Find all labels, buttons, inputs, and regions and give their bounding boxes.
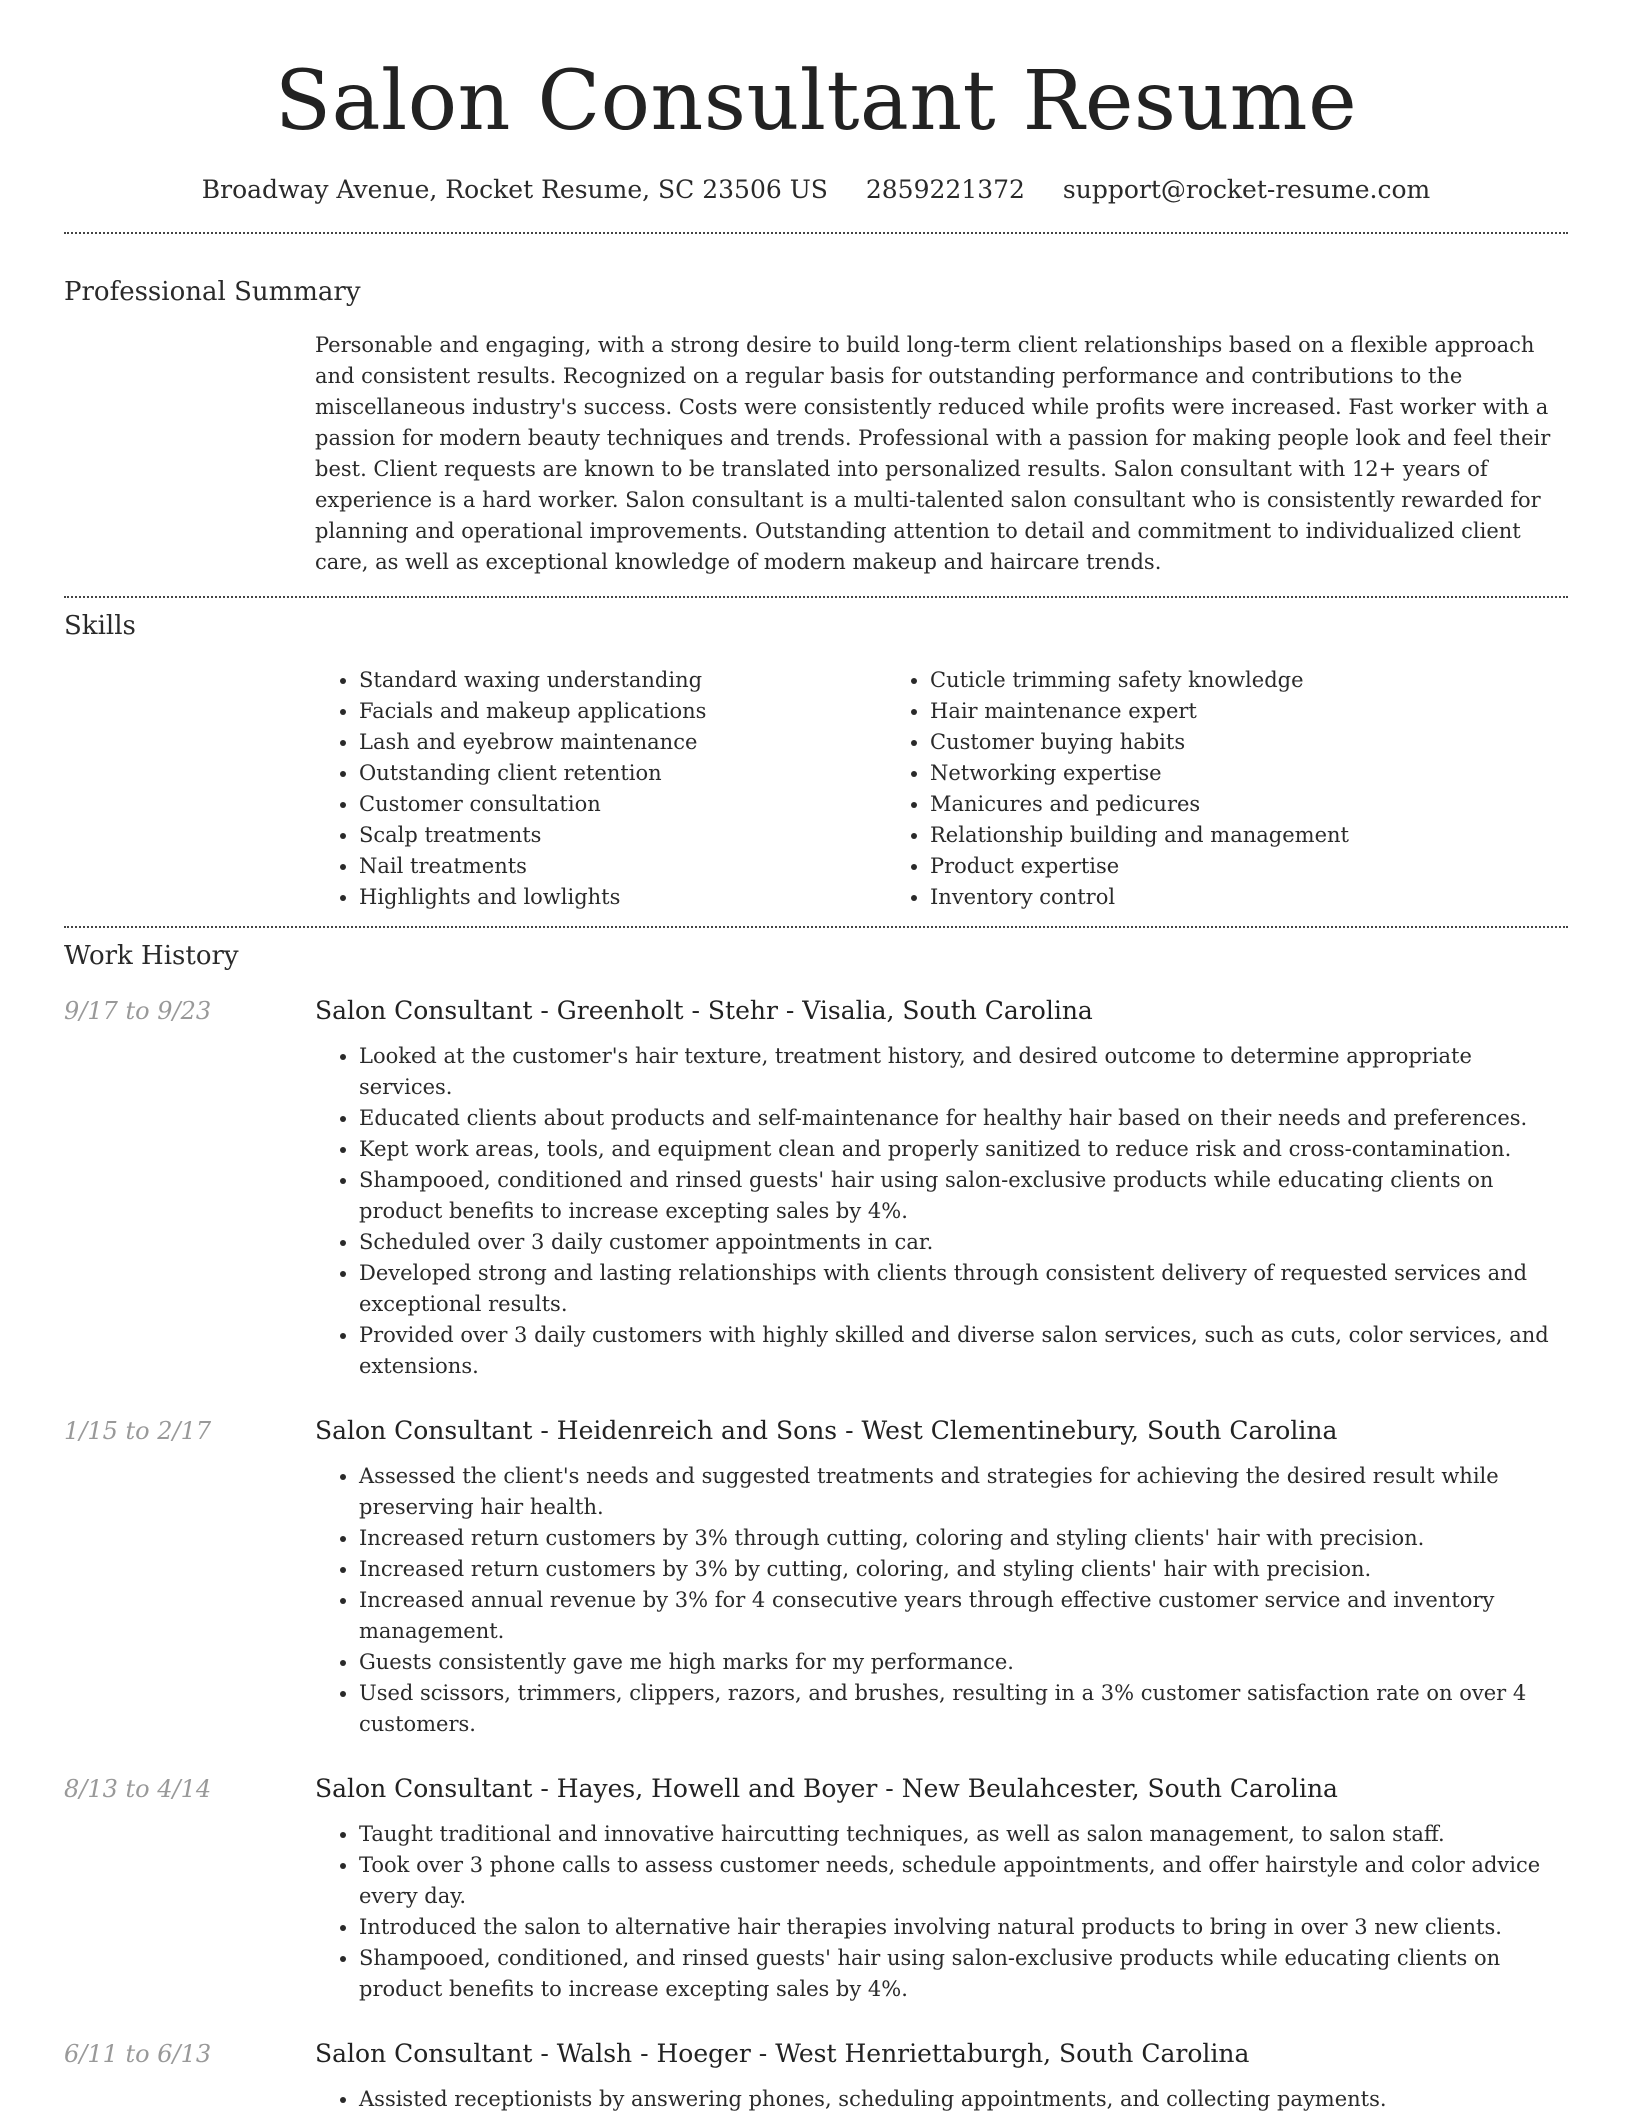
job-entry <box>64 1774 1568 2005</box>
divider <box>64 232 1568 234</box>
list-item: • Lash and eyebrow maintenance <box>359 727 886 758</box>
skills-list <box>315 665 1568 913</box>
work-heading: Work History <box>64 941 239 971</box>
list-item: • Relationship building and management <box>930 820 1566 851</box>
page-title: Salon Consultant Resume <box>274 54 1358 149</box>
list-item: • Scalp treatments <box>359 820 886 851</box>
job-header <box>64 996 1568 1025</box>
resume-page <box>64 0 1568 2115</box>
job-header <box>64 1774 1568 1803</box>
job-dates: 6/11 to 6/13 <box>64 2040 212 2068</box>
summary-text: Personable and engaging, with a strong desire to build long-term client relationships based on a flexible approach and consistent results. Recognized on a regular basis for outstanding performance and contributions to the miscellaneous industry's success. Costs were consistently reduced while profits were increased. Fast worker with a passion for modern beauty techniques and trends. Professional with a passion for making people look and feel their best. Client requests are known to be translated into personalized results. Salon consultant with 12+ years of experience is a hard worker. Salon consultant is a multi-talented salon consultant who is consistently rewarded for planning and operational improvements. Outstanding attention to detail and commitment to individualized client care, as well as exceptional knowledge of modern makeup and haircare trends. <box>315 333 1551 574</box>
list-item: • Shampooed, conditioned, and rinsed guests' hair using salon-exclusive products while educating clients on product benefits to increase excepting sales by 4%. <box>359 1943 1568 2005</box>
list-item: • Increased annual revenue by 3% for 4 consecutive years through effective customer service and inventory management. <box>359 1585 1568 1647</box>
job-entry <box>64 996 1568 1382</box>
skills-column-1 <box>315 665 886 913</box>
list-item: • Looked at the customer's hair texture, treatment history, and desired outcome to determine appropriate services. <box>359 1041 1568 1103</box>
skills-heading: Skills <box>64 611 136 641</box>
list-item: • Increased return customers by 3% through cutting, coloring and styling clients' hair with precision. <box>359 1523 1568 1554</box>
list-item: • Manicures and pedicures <box>930 789 1566 820</box>
job-bullets <box>315 1461 1568 1740</box>
contact-address: Broadway Avenue, Rocket Resume, SC 23506 US <box>201 175 828 204</box>
list-item: • Assessed the client's needs and suggested treatments and strategies for achieving the desired result while preserving hair health. <box>359 1461 1568 1523</box>
list-item: • Increased return customers by 3% by cutting, coloring, and styling clients' hair with precision. <box>359 1554 1568 1585</box>
job-header <box>64 2039 1568 2068</box>
list-item: • Networking expertise <box>930 758 1566 789</box>
list-item: • Provided over 3 daily customers with highly skilled and diverse salon services, such as cuts, color services, and extensions. <box>359 1320 1568 1382</box>
list-item: • Kept work areas, tools, and equipment clean and properly sanitized to reduce risk and cross-contamination. <box>359 1134 1568 1165</box>
job-entry <box>64 2039 1568 2115</box>
job-title: Salon Consultant - Hayes, Howell and Boyer - New Beulahcester, South Carolina <box>315 1774 1338 1803</box>
job-bullets <box>315 2084 1568 2115</box>
list-item: • Educated clients about products and self-maintenance for healthy hair based on their needs and preferences. <box>359 1103 1568 1134</box>
job-dates: 1/15 to 2/17 <box>64 1417 212 1445</box>
list-item: • Scheduled over 3 daily customer appointments in car. <box>359 1227 1568 1258</box>
summary-heading: Professional Summary <box>64 277 361 307</box>
list-item: • Facials and makeup applications <box>359 696 886 727</box>
list-item: • Used scissors, trimmers, clippers, razors, and brushes, resulting in a 3% customer satisfaction rate on over 4 customers. <box>359 1678 1568 1740</box>
list-item: • Taught traditional and innovative haircutting techniques, as well as salon management, to salon staff. <box>359 1819 1568 1850</box>
list-item: • Guests consistently gave me high marks for my performance. <box>359 1647 1568 1678</box>
list-item: • Nail treatments <box>359 851 886 882</box>
list-item: • Product expertise <box>930 851 1566 882</box>
job-bullets <box>315 1041 1568 1382</box>
skills-column-2 <box>886 665 1566 913</box>
contact-phone: 2859221372 <box>865 175 1025 204</box>
job-dates: 9/17 to 9/23 <box>64 997 212 1025</box>
job-bullets <box>315 1819 1568 2005</box>
list-item: • Shampooed, conditioned and rinsed guests' hair using salon-exclusive products while educating clients on product benefits to increase excepting sales by 4%. <box>359 1165 1568 1227</box>
job-header <box>64 1416 1568 1445</box>
list-item: • Outstanding client retention <box>359 758 886 789</box>
list-item: • Inventory control <box>930 882 1566 913</box>
contact-email: support@rocket-resume.com <box>1062 175 1431 204</box>
list-item: • Standard waxing understanding <box>359 665 886 696</box>
list-item: • Introduced the salon to alternative hair therapies involving natural products to bring in over 3 new clients. <box>359 1912 1568 1943</box>
job-entry <box>64 1416 1568 1740</box>
list-item: • Customer consultation <box>359 789 886 820</box>
list-item: • Highlights and lowlights <box>359 882 886 913</box>
list-item: • Hair maintenance expert <box>930 696 1566 727</box>
list-item: • Took over 3 phone calls to assess customer needs, schedule appointments, and offer hairstyle and color advice every day. <box>359 1850 1568 1912</box>
list-item: • Assisted receptionists by answering phones, scheduling appointments, and collecting payments. <box>359 2084 1568 2115</box>
divider <box>64 596 1568 598</box>
list-item: • Cuticle trimming safety knowledge <box>930 665 1566 696</box>
job-title: Salon Consultant - Greenholt - Stehr - Visalia, South Carolina <box>315 996 1093 1025</box>
divider <box>64 926 1568 928</box>
job-title: Salon Consultant - Walsh - Hoeger - West Henriettaburgh, South Carolina <box>315 2039 1250 2068</box>
job-dates: 8/13 to 4/14 <box>64 1775 212 1803</box>
job-title: Salon Consultant - Heidenreich and Sons - West Clementinebury, South Carolina <box>315 1416 1338 1445</box>
list-item: • Developed strong and lasting relationships with clients through consistent delivery of requested services and exceptional results. <box>359 1258 1568 1320</box>
contact-line <box>64 170 1568 210</box>
list-item: • Customer buying habits <box>930 727 1566 758</box>
